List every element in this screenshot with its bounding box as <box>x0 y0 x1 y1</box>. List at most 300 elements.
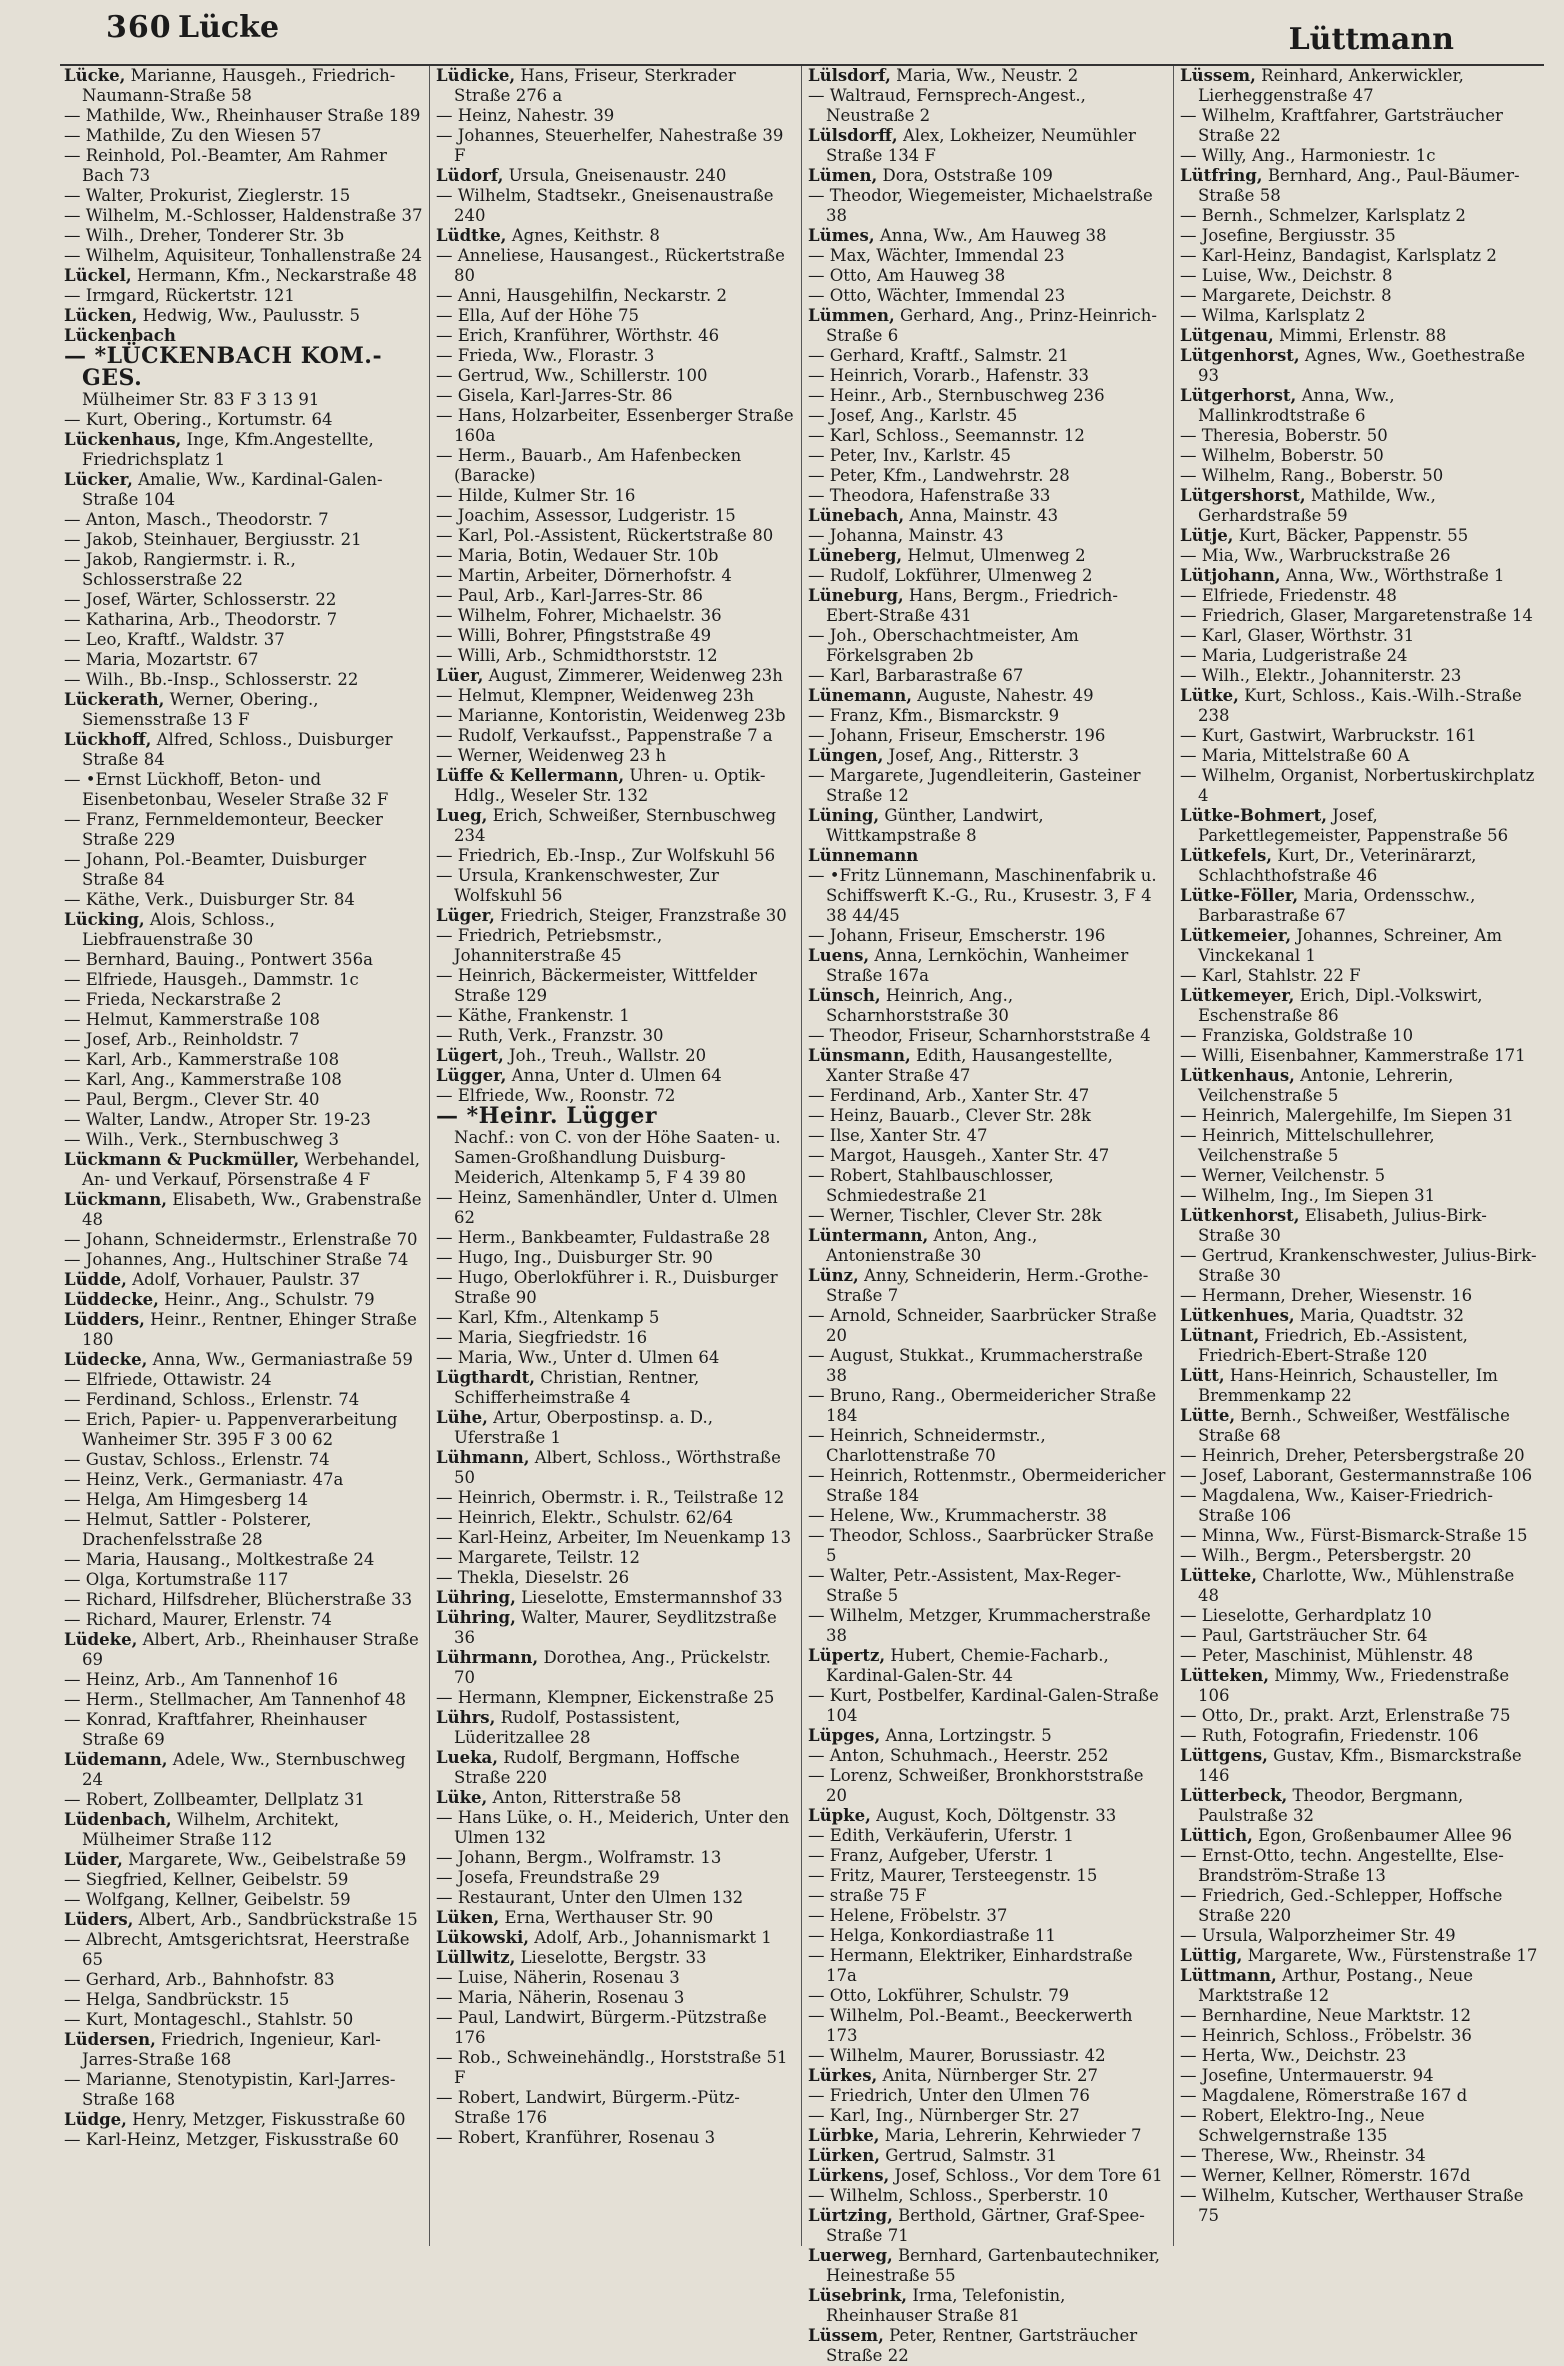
entry-details: — Magdalena, Ww., Kaiser-Friedrich-Straße 106 <box>1180 1486 1493 1525</box>
entry-details: Anny, Schneiderin, Herm.-Grothe-Straße 7 <box>826 1266 1149 1305</box>
directory-entry <box>1180 2146 1540 2166</box>
entry-details: — Erich, Kranführer, Wörthstr. 46 <box>436 326 720 345</box>
entry-surname: Lütteken, <box>1180 1666 1270 1685</box>
directory-entry <box>1180 1206 1540 1246</box>
entry-details: — Friedrich, Eb.-Insp., Zur Wolfskuhl 56 <box>436 846 776 865</box>
directory-entry <box>808 2166 1167 2186</box>
entry-details: Kurt, Dr., Veterinärarzt, Schlachthofstraße 46 <box>1198 846 1477 885</box>
directory-entry <box>1180 1646 1540 1666</box>
directory-entry <box>64 1230 423 1250</box>
directory-entry <box>436 1408 795 1448</box>
entry-details: — Marianne, Kontoristin, Weidenweg 23b <box>436 706 786 725</box>
entry-details: — Helga, Sandbrückstr. 15 <box>64 1990 290 2009</box>
directory-entry <box>64 306 423 326</box>
directory-entry <box>436 2088 795 2128</box>
entry-details: Hans-Heinrich, Schausteller, Im Bremmenkamp 22 <box>1198 1366 1498 1405</box>
entry-details: — Margarete, Deichstr. 8 <box>1180 286 1392 305</box>
entry-details: — Josefa, Freundstraße 29 <box>436 1868 660 1887</box>
directory-entry <box>808 1086 1167 1106</box>
entry-details: — Helmut, Sattler - Polsterer, Drachenfelsstraße 28 <box>64 1510 312 1549</box>
entry-surname: Lürbke, <box>808 2126 880 2145</box>
entry-surname: Lütt, <box>1180 1366 1225 1385</box>
entry-details: — Rob., Schweinehändlg., Horststraße 51 F <box>436 2048 788 2087</box>
entry-details: — Heinrich, Dreher, Petersbergstraße 20 <box>1180 1446 1525 1465</box>
entry-details: Albert, Arb., Rheinhauser Straße 69 <box>82 1630 419 1669</box>
directory-entry <box>808 1726 1167 1746</box>
entry-surname: Lütgershorst, <box>1180 486 1306 505</box>
entry-surname: Lüffe & Kellermann, <box>436 766 625 785</box>
entry-details: — Peter, Inv., Karlstr. 45 <box>808 446 1012 465</box>
directory-entry <box>64 610 423 630</box>
entry-surname: Lütkenhues, <box>1180 1306 1295 1325</box>
entry-details: — •Ernst Lückhoff, Beton- und Eisenbetonbau, Weseler Straße 32 F <box>64 770 389 809</box>
entry-surname: Lüdicke, <box>436 66 516 85</box>
entry-details: Bernhard, Gartenbautechniker, Heinestraße 55 <box>826 2246 1161 2285</box>
directory-entry <box>64 206 423 226</box>
entry-surname: Lückel, <box>64 266 132 285</box>
entry-details: — Margarete, Jugendleiterin, Gasteiner Straße 12 <box>808 766 1141 805</box>
entry-details: Reinhard, Ankerwickler, Lierheggenstraße 47 <box>1198 66 1464 105</box>
entry-surname: Lückhoff, <box>64 730 152 749</box>
entry-surname: Lühring, <box>436 1608 516 1627</box>
entry-surname: Lütkenhaus, <box>1180 1066 1295 1085</box>
directory-entry <box>64 286 423 306</box>
entry-details: Antonie, Lehrerin, Veilchenstraße 5 <box>1198 1066 1454 1105</box>
directory-entry <box>1180 1326 1540 1366</box>
directory-entry <box>808 1126 1167 1146</box>
directory-entry <box>808 2326 1167 2366</box>
directory-entry <box>64 1790 423 1810</box>
directory-entry <box>808 1866 1167 1886</box>
entry-details: — Willi, Arb., Schmidthorststr. 12 <box>436 646 718 665</box>
entry-details: — Fritz, Maurer, Tersteegenstr. 15 <box>808 1866 1098 1885</box>
directory-entry <box>64 530 423 550</box>
directory-entry <box>64 1610 423 1630</box>
directory-entry <box>64 1850 423 1870</box>
entry-surname: Lülsdorf, <box>808 66 891 85</box>
directory-entry <box>808 2046 1167 2066</box>
directory-entry <box>1180 966 1540 986</box>
entry-details: — Robert, Stahlbauschlosser, Schmiedestraße 21 <box>808 1166 1054 1205</box>
directory-entry <box>808 446 1167 466</box>
directory-entry <box>436 326 795 346</box>
entry-surname: Lüngen, <box>808 746 884 765</box>
entry-details: Friedrich, Eb.-Assistent, Friedrich-Ebert-Straße 120 <box>1198 1326 1468 1365</box>
entry-details: — Mathilde, Zu den Wiesen 57 <box>64 126 322 145</box>
entry-details: Albert, Schloss., Wörthstraße 50 <box>454 1448 781 1487</box>
directory-entry <box>436 1748 795 1788</box>
entry-details: — Frieda, Neckarstraße 2 <box>64 990 282 1009</box>
entry-details: Elisabeth, Julius-Birk-Straße 30 <box>1198 1206 1487 1245</box>
directory-entry <box>64 246 423 266</box>
entry-details: — Heinr., Arb., Sternbuschweg 236 <box>808 386 1105 405</box>
entry-surname: Lückenhaus, <box>64 430 182 449</box>
entry-surname: Lütnant, <box>1180 1326 1260 1345</box>
entry-details: — Paul, Gartsträucher Str. 64 <box>1180 1626 1428 1645</box>
entry-details: — Maria, Hausang., Moltkestraße 24 <box>64 1550 375 1569</box>
entry-details: — Hans Lüke, o. H., Meiderich, Unter den Ulmen 132 <box>436 1808 790 1847</box>
entry-details: — Maria, Ww., Unter d. Ulmen 64 <box>436 1348 720 1367</box>
entry-details: — Josef, Wärter, Schlosserstr. 22 <box>64 590 337 609</box>
directory-entry <box>436 106 795 126</box>
entry-details: — Minna, Ww., Fürst-Bismarck-Straße 15 <box>1180 1526 1528 1545</box>
directory-entry <box>64 2030 423 2070</box>
entry-details: — Willi, Eisenbahner, Kammerstraße 171 <box>1180 1046 1526 1065</box>
entry-surname: Lücke, <box>64 66 126 85</box>
entry-details: — Otto, Am Hauweg 38 <box>808 266 1006 285</box>
directory-entry <box>1180 1186 1540 1206</box>
directory-entry <box>808 1266 1167 1306</box>
directory-entry <box>1180 1546 1540 1566</box>
directory-entry <box>436 1066 795 1086</box>
entry-surname: Lüdtke, <box>436 226 507 245</box>
entry-surname: Lüger, <box>436 906 495 925</box>
directory-entry <box>1180 146 1540 166</box>
entry-details: — Gerhard, Arb., Bahnhofstr. 83 <box>64 1970 335 1989</box>
directory-entry <box>436 366 795 386</box>
directory-entry <box>64 1470 423 1490</box>
entry-details: — Restaurant, Unter den Ulmen 132 <box>436 1888 744 1907</box>
entry-details: — Friedrich, Glaser, Margaretenstraße 14 <box>1180 606 1533 625</box>
entry-details: — Kurt, Montageschl., Stahlstr. 50 <box>64 2010 354 2029</box>
entry-details: — Johann, Pol.-Beamter, Duisburger Straße 84 <box>64 850 367 889</box>
entry-details: — Herta, Ww., Deichstr. 23 <box>1180 2046 1407 2065</box>
directory-entry <box>1180 846 1540 886</box>
entry-details: — Wilhelm, Aquisiteur, Tonhallenstraße 24 <box>64 246 423 265</box>
entry-surname: Lüttig, <box>1180 1946 1243 1965</box>
entry-details: — Elfriede, Friedenstr. 48 <box>1180 586 1397 605</box>
entry-details: Günther, Landwirt, Wittkampstraße 8 <box>826 806 1044 845</box>
entry-details: — Joachim, Assessor, Ludgeristr. 15 <box>436 506 736 525</box>
entry-details: — Elfriede, Hausgeh., Dammstr. 1c <box>64 970 359 989</box>
entry-details: — Paul, Bergm., Clever Str. 40 <box>64 1090 320 1109</box>
directory-entry <box>808 2006 1167 2046</box>
directory-entry <box>1180 1606 1540 1626</box>
entry-details: — Theresia, Boberstr. 50 <box>1180 426 1388 445</box>
directory-entry <box>1180 1026 1540 1046</box>
entry-details: Anna, Ww., Mallinkrodtstraße 6 <box>1198 386 1395 425</box>
entry-details: Johannes, Schreiner, Am Vinckekanal 1 <box>1198 926 1502 965</box>
entry-details: — Bernhard, Bauing., Pontwert 356a <box>64 950 373 969</box>
directory-entry <box>808 1506 1167 1526</box>
directory-entry <box>64 590 423 610</box>
directory-entry <box>436 1908 795 1928</box>
entry-surname: Lüken, <box>436 1908 500 1927</box>
entry-surname: Lüder, <box>64 1850 123 1869</box>
directory-entry <box>1180 106 1540 146</box>
entry-details: Maria, Ordensschw., Barbarastraße 67 <box>1198 886 1476 925</box>
directory-entry <box>436 306 795 326</box>
directory-entry <box>808 346 1167 366</box>
entry-surname: Lüsebrink, <box>808 2286 908 2305</box>
directory-entry <box>436 1548 795 1568</box>
directory-entry <box>64 1990 423 2010</box>
directory-entry <box>64 890 423 910</box>
directory-entry <box>64 730 423 770</box>
entry-details: — Lieselotte, Gerhardplatz 10 <box>1180 1606 1432 1625</box>
directory-entry <box>436 686 795 706</box>
entry-details: Anton, Ang., Antonienstraße 30 <box>826 1226 1038 1265</box>
entry-surname: Lüntermann, <box>808 1226 929 1245</box>
entry-details: — Joh., Oberschachtmeister, Am Förkelsgraben 2b <box>808 626 1079 665</box>
directory-entry <box>64 1870 423 1890</box>
entry-details: Anna, Ww., Am Hauweg 38 <box>879 226 1107 245</box>
entry-surname: Lüttich, <box>1180 1826 1253 1845</box>
entry-surname: Lüdorf, <box>436 166 504 185</box>
directory-entry <box>436 1788 795 1808</box>
entry-details: — Maria, Näherin, Rosenau 3 <box>436 1988 685 2007</box>
directory-entry <box>1180 426 1540 446</box>
directory-entry <box>808 126 1167 166</box>
entry-details: — Helmut, Klempner, Weidenweg 23h <box>436 686 755 705</box>
entry-surname: Lütgenau, <box>1180 326 1274 345</box>
directory-entry <box>436 1308 795 1328</box>
entry-details: Josef, Schloss., Vor dem Tore 61 <box>894 2166 1163 2185</box>
entry-details: Gertrud, Salmstr. 31 <box>885 2146 1057 2165</box>
column-3 <box>802 66 1174 2365</box>
entry-details: Hermann, Kfm., Neckarstraße 48 <box>136 266 417 285</box>
entry-details: — Otto, Lokführer, Schulstr. 79 <box>808 1986 1070 2005</box>
directory-entry <box>64 1670 423 1690</box>
entry-details: — Franz, Aufgeber, Uferstr. 1 <box>808 1846 1055 1865</box>
directory-entry <box>808 1526 1167 1566</box>
directory-entry <box>808 546 1167 566</box>
entry-details: — Mia, Ww., Warbruckstraße 26 <box>1180 546 1451 565</box>
entry-details: Agnes, Ww., Goethestraße 93 <box>1198 346 1526 385</box>
entry-details: — Heinrich, Rottenmstr., Obermeidericher Straße 184 <box>808 1466 1166 1505</box>
entry-details: — Willy, Ang., Harmoniestr. 1c <box>1180 146 1436 165</box>
directory-entry <box>436 1988 795 2008</box>
entry-surname: Lünnemann <box>808 846 919 865</box>
entry-details: — Konrad, Kraftfahrer, Rheinhauser Straße 69 <box>64 1710 367 1749</box>
directory-entry <box>436 506 795 526</box>
entry-details: — Peter, Kfm., Landwehrstr. 28 <box>808 466 1070 485</box>
entry-details: — Robert, Landwirt, Bürgerm.-Pütz-Straße 176 <box>436 2088 740 2127</box>
entry-details: Erich, Schweißer, Sternbuschweg 234 <box>454 806 777 845</box>
entry-surname: Lüttgens, <box>1180 1746 1268 1765</box>
directory-entry <box>436 646 795 666</box>
directory-entry <box>436 566 795 586</box>
directory-entry <box>1180 466 1540 486</box>
entry-details: Kurt, Bäcker, Pappenstr. 55 <box>1238 526 1469 545</box>
entry-details: — Maria, Botin, Wedauer Str. 10b <box>436 546 719 565</box>
entry-details: — Heinz, Arb., Am Tannenhof 16 <box>64 1670 339 1689</box>
entry-details: Bernh., Schweißer, Westfälische Straße 68 <box>1198 1406 1510 1445</box>
entry-details: — Martin, Arbeiter, Dörnerhofstr. 4 <box>436 566 732 585</box>
directory-entry <box>808 746 1167 766</box>
directory-entry <box>808 1046 1167 1086</box>
directory-entry <box>808 1906 1167 1926</box>
directory-entry <box>64 410 423 430</box>
directory-entry <box>1180 1466 1540 1486</box>
entry-details: Uhren- u. Optik-Hdlg., Weseler Str. 132 <box>454 766 766 805</box>
entry-surname: Lütte, <box>1180 1406 1236 1425</box>
entry-details: Edith, Hausangestellte, Xanter Straße 47 <box>826 1046 1113 1085</box>
directory-entry <box>64 1150 423 1190</box>
entry-details: — Hermann, Dreher, Wiesenstr. 16 <box>1180 1286 1473 1305</box>
directory-entry <box>436 626 795 646</box>
directory-entry <box>64 1270 423 1290</box>
entry-details: — Anni, Hausgehilfin, Neckarstr. 2 <box>436 286 727 305</box>
entry-details: — Jakob, Rangiermstr. i. R., Schlosserstraße 22 <box>64 550 296 589</box>
entry-details: — Helga, Am Himgesberg 14 <box>64 1490 308 1509</box>
directory-entry <box>1180 1886 1540 1926</box>
directory-entry <box>808 846 1167 866</box>
entry-surname: Lügert, <box>436 1046 504 1065</box>
entry-details: — Siegfried, Kellner, Geibelstr. 59 <box>64 1870 349 1889</box>
directory-entry <box>1180 986 1540 1026</box>
entry-surname: Lütgerhorst, <box>1180 386 1297 405</box>
entry-details: — Waltraud, Fernsprech-Angest., Neustraße 2 <box>808 86 1086 125</box>
directory-entry <box>64 850 423 890</box>
entry-details: — Heinrich, Bäckermeister, Wittfelder Straße 129 <box>436 966 757 1005</box>
entry-details: — Luise, Näherin, Rosenau 3 <box>436 1968 680 1987</box>
directory-entry <box>64 1710 423 1750</box>
entry-details: — Ursula, Walporzheimer Str. 49 <box>1180 1926 1456 1945</box>
entry-details: — Paul, Landwirt, Bürgerm.-Pützstraße 176 <box>436 2008 767 2047</box>
directory-entry <box>1180 306 1540 326</box>
entry-surname: Lührs, <box>436 1708 496 1727</box>
directory-entry <box>808 2186 1167 2206</box>
directory-entry <box>1180 2186 1540 2226</box>
entry-details: Anna, Lortzingstr. 5 <box>885 1726 1052 1745</box>
directory-entry <box>1180 1626 1540 1646</box>
directory-entry <box>1180 1126 1540 1166</box>
entry-details: — Heinrich, Schneidermstr., Charlottenstraße 70 <box>808 1426 1046 1465</box>
entry-details: Auguste, Nahestr. 49 <box>917 686 1094 705</box>
directory-entry <box>436 586 795 606</box>
directory-entry <box>1180 1786 1540 1826</box>
entry-details: Werner, Obering., Siemensstraße 13 F <box>82 690 319 729</box>
entry-details: — Walter, Prokurist, Zieglerstr. 15 <box>64 186 351 205</box>
directory-entry <box>64 1190 423 1230</box>
entry-details: — Josef, Ang., Karlstr. 45 <box>808 406 1018 425</box>
entry-details: — Heinrich, Elektr., Schulstr. 62/64 <box>436 1508 734 1527</box>
directory-entry <box>64 2010 423 2030</box>
entry-details: Anita, Nürnberger Str. 27 <box>882 2066 1099 2085</box>
directory-entry <box>808 706 1167 726</box>
entry-surname: Lüneburg, <box>808 586 904 605</box>
directory-entry <box>1180 2086 1540 2106</box>
directory-entry <box>436 166 795 186</box>
directory-entry <box>436 866 795 906</box>
entry-surname: Luens, <box>808 946 870 965</box>
entry-details: — Elfriede, Ww., Roonstr. 72 <box>436 1086 676 1105</box>
directory-entry <box>436 846 795 866</box>
entry-details: — Wilh., Dreher, Tonderer Str. 3b <box>64 226 345 245</box>
entry-details: — Karl, Kfm., Altenkamp 5 <box>436 1308 660 1327</box>
page-number: 360 <box>106 10 172 45</box>
entry-details: Anna, Lernköchin, Wanheimer Straße 167a <box>826 946 1129 985</box>
entry-details: Maria, Ww., Neustr. 2 <box>896 66 1079 85</box>
directory-entry <box>64 690 423 730</box>
entry-details: Albert, Arb., Sandbrückstraße 15 <box>138 1910 418 1929</box>
entry-details: — Josef, Laborant, Gestermannstraße 106 <box>1180 1466 1533 1485</box>
entry-details: — Robert, Zollbeamter, Dellplatz 31 <box>64 1790 365 1809</box>
entry-details: — Helga, Konkordiastraße 11 <box>808 1926 1056 1945</box>
entry-surname: Lüdersen, <box>64 2030 156 2049</box>
entry-details: — Katharina, Arb., Theodorstr. 7 <box>64 610 338 629</box>
entry-details: — Walter, Landw., Atroper Str. 19-23 <box>64 1110 371 1129</box>
entry-details: — Peter, Maschinist, Mühlenstr. 48 <box>1180 1646 1474 1665</box>
directory-entry <box>64 910 423 950</box>
entry-details: — Robert, Elektro-Ing., Neue Schwelgernstraße 135 <box>1180 2106 1425 2145</box>
directory-entry <box>1180 1746 1540 1786</box>
directory-entry <box>808 1826 1167 1846</box>
entry-surname: Lütgenhorst, <box>1180 346 1300 365</box>
entry-details: — Werner, Tischler, Clever Str. 28k <box>808 1206 1102 1225</box>
entry-surname: Lüdge, <box>64 2110 127 2129</box>
entry-details: — Käthe, Frankenstr. 1 <box>436 1006 630 1025</box>
entry-details: — Gertrud, Ww., Schillerstr. 100 <box>436 366 708 385</box>
entry-details: — Karl, Pol.-Assistent, Rückertstraße 80 <box>436 526 774 545</box>
entry-details: — Hilde, Kulmer Str. 16 <box>436 486 636 505</box>
entry-details: — Bernhardine, Neue Marktstr. 12 <box>1180 2006 1471 2025</box>
directory-entry <box>64 630 423 650</box>
directory-entry <box>64 1370 423 1390</box>
entry-surname: — *LÜCKENBACH KOM.-GES. <box>64 343 383 391</box>
entry-details: Peter, Rentner, Gartsträucher Straße 22 <box>826 2326 1138 2365</box>
directory-entry <box>64 1110 423 1130</box>
directory-entry <box>64 343 423 410</box>
entry-details: — Irmgard, Rückertstr. 121 <box>64 286 295 305</box>
entry-surname: Lütteke, <box>1180 1566 1258 1585</box>
directory-entry <box>1180 1666 1540 1706</box>
entry-details: Walter, Maurer, Seydlitzstraße 36 <box>454 1608 777 1647</box>
entry-details: — Bruno, Rang., Obermeidericher Straße 184 <box>808 1386 1157 1425</box>
directory-entry <box>436 1046 795 1066</box>
directory-entry <box>1180 1566 1540 1606</box>
entry-details: — Werner, Weidenweg 23 h <box>436 746 667 765</box>
directory-entry <box>436 746 795 766</box>
directory-entry <box>808 666 1167 686</box>
directory-entry <box>436 926 795 966</box>
entry-details: — •Fritz Lünnemann, Maschinenfabrik u. Schiffswerft K.-G., Ru., Krusestr. 3, F 4 38 44/45 <box>808 866 1157 925</box>
directory-entry <box>64 950 423 970</box>
directory-entry <box>808 1686 1167 1726</box>
entry-details: — Hans, Holzarbeiter, Essenberger Straße 160a <box>436 406 794 445</box>
directory-entry <box>1180 726 1540 746</box>
directory-entry <box>64 1750 423 1790</box>
directory-entry <box>436 966 795 1006</box>
entry-details: — Paul, Arb., Karl-Jarres-Str. 86 <box>436 586 703 605</box>
directory-entry <box>808 226 1167 246</box>
directory-entry <box>64 1010 423 1030</box>
entry-details: Hans, Friseur, Sterkrader Straße 276 a <box>454 66 736 105</box>
entry-details: Maria, Lehrerin, Kehrwieder 7 <box>884 2126 1142 2145</box>
entry-details: Arthur, Postang., Neue Marktstraße 12 <box>1198 1966 1474 2005</box>
entry-details: Anna, Ww., Wörthstraße 1 <box>1285 566 1505 585</box>
entry-details: Gerhard, Ang., Prinz-Heinrich-Straße 6 <box>826 306 1157 345</box>
entry-surname: Lührmann, <box>436 1648 539 1667</box>
entry-details: Kurt, Schloss., Kais.-Wilh.-Straße 238 <box>1198 686 1522 725</box>
entry-surname: Lütke-Föller, <box>1180 886 1299 905</box>
directory-entry <box>436 706 795 726</box>
entry-surname: Lünz, <box>808 1266 859 1285</box>
directory-entry <box>1180 1486 1540 1526</box>
directory-entry <box>808 2086 1167 2106</box>
entry-details: Theodor, Bergmann, Paulstraße 32 <box>1198 1786 1464 1825</box>
directory-entry <box>1180 526 1540 546</box>
page-keyword-right: Lüttmann <box>1288 22 1454 57</box>
directory-entry <box>1180 226 1540 246</box>
entry-details: — Anneliese, Hausangest., Rückertstraße 80 <box>436 246 785 285</box>
entry-details: — Theodor, Schloss., Saarbrücker Straße 5 <box>808 1526 1154 1565</box>
directory-entry <box>1180 926 1540 966</box>
directory-entry <box>436 1026 795 1046</box>
directory-entry <box>808 1846 1167 1866</box>
directory-entry <box>1180 1166 1540 1186</box>
